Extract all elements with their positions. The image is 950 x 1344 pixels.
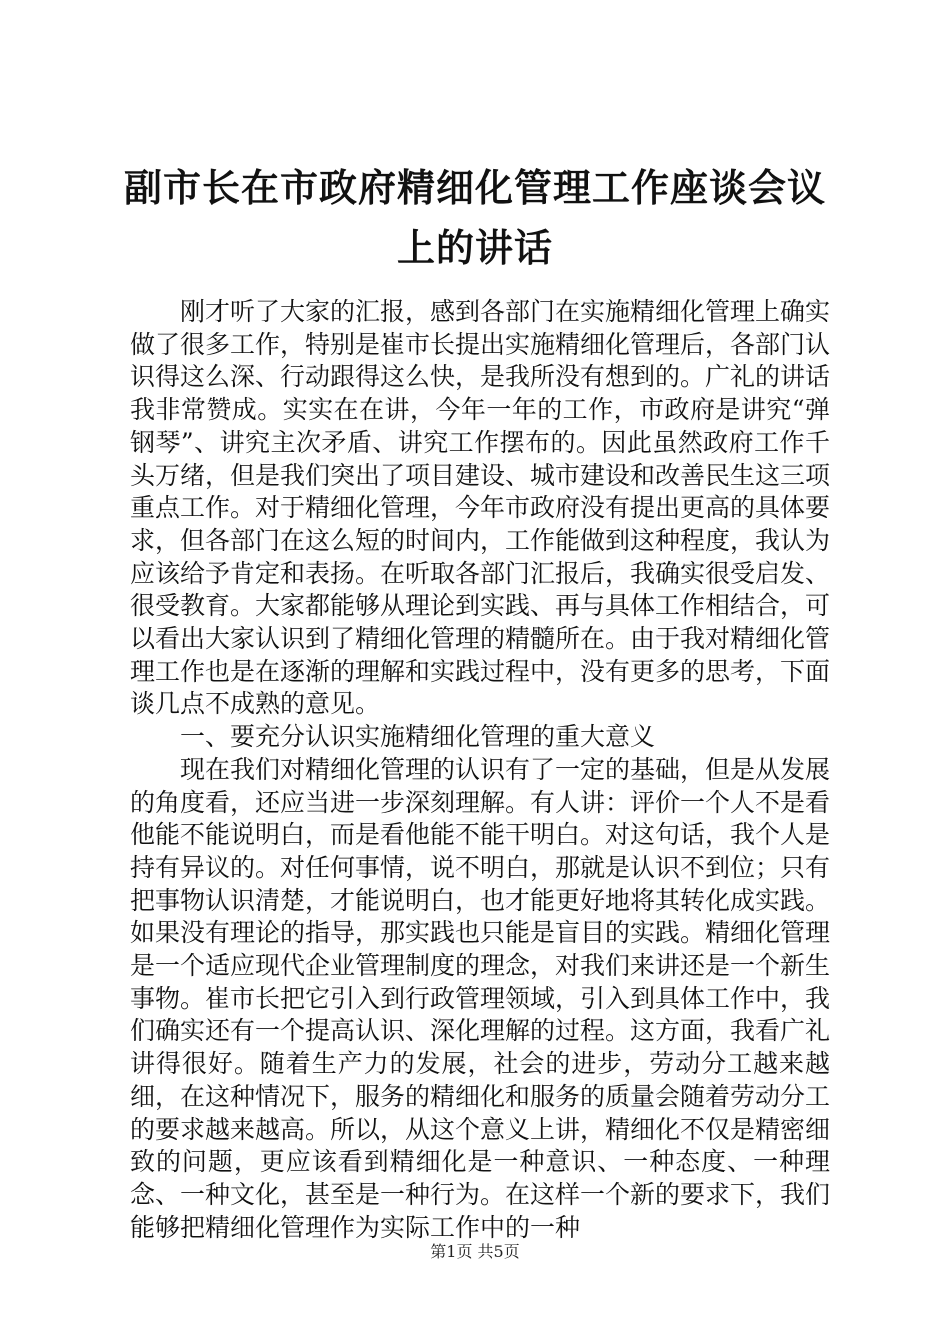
page-number-footer: 第1页 共5页 [430,1242,520,1261]
paragraph-section-1: 现在我们对精细化管理的认识有了一定的基础，但是从发展的角度看，还应当进一步深刻理解。有人讲：评价一个人不是看他能不能说明白，而是看他能不能干明白。对这句话，我个人是持有异议的。对任何事情，说不明白，那就是认识不到位；只有把事物认识清楚，才能说明白，也才能更好地将其转化成实践。如果没有理论的指导，那实践也只能是盲目的实践。精细化管理是一个适应现代企业管理制度的理念，对我们来讲还是一个新生事物。崔市长把它引入到行政管理领域，引入到具体工作中，我们确实还有一个提高认识、深化理解的过程。这方面，我看广礼讲得很好。随着生产力的发展，社会的进步，劳动分工越来越细，在这种情况下，服务的精细化和服务的质量会随着劳动分工的要求越来越高。所以，从这个意义上讲，精细化不仅是精密细致的问题，更应该看到精细化是一种意识、一种态度、一种理念、一种文化，甚至是一种行为。在这样一个新的要求下，我们能够把精细化管理作为实际工作中的一种 [130,754,831,1242]
document-title: 副市长在市政府精细化管理工作座谈会议上的讲话 [123,165,826,270]
section-heading-1: 一、要充分认识实施精细化管理的重大意义 [180,722,656,752]
paragraph-intro: 刚才听了大家的汇报，感到各部门在实施精细化管理上确实做了很多工作，特别是崔市长提出实施精细化管理后，各部门认识得这么深、行动跟得这么快，是我所没有想到的。广礼的讲话我非常赞成。实实在在讲，今年一年的工作，市政府是讲究“弹钢琴”、讲究主次矛盾、讲究工作摆布的。因此虽然政府工作千头万绪，但是我们突出了项目建设、城市建设和改善民生这三项重点工作。对于精细化管理，今年市政府没有提出更高的具体要求，但各部门在这么短的时间内，工作能做到这种程度，我认为应该给予肯定和表扬。在听取各部门汇报后，我确实很受启发、很受教育。大家都能够从理论到实践、再与具体工作相结合，可以看出大家认识到了精细化管理的精髓所在。由于我对精细化管理工作也是在逐渐的理解和实践过程中，没有更多的思考，下面谈几点不成熟的意见。 [130,297,831,719]
document-body [130,296,830,1244]
